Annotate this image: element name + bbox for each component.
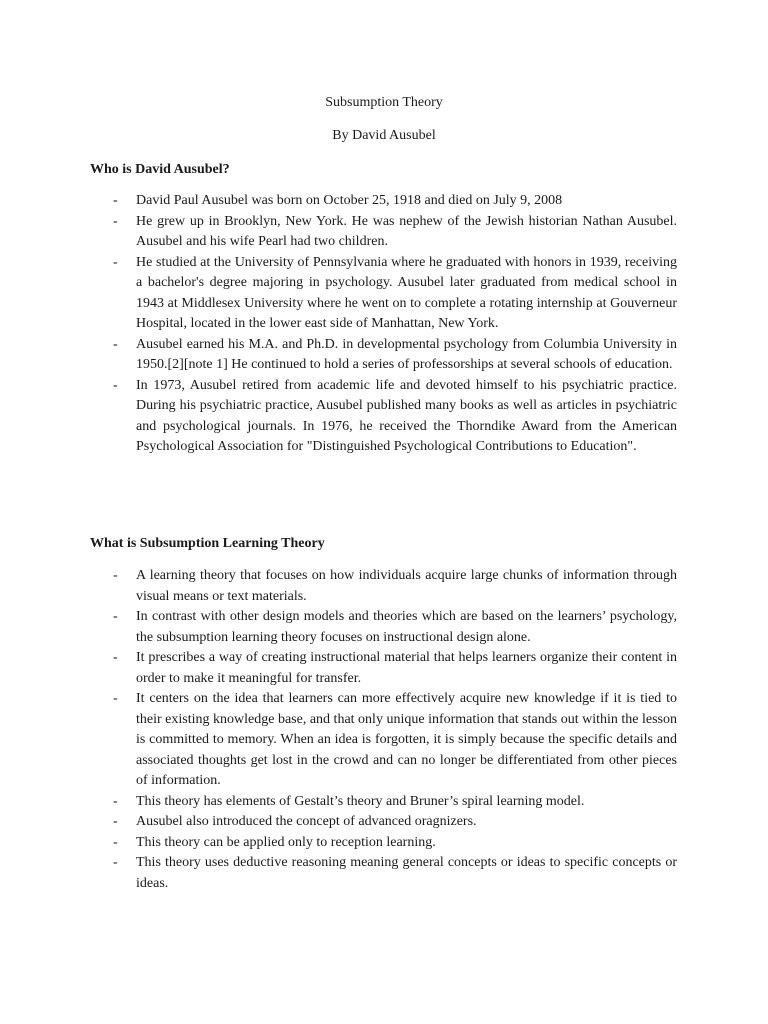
list-item-text: This theory has elements of Gestalt’s theory and Bruner’s spiral learning model. bbox=[136, 793, 585, 809]
bullet-dash: - bbox=[113, 650, 118, 665]
list-item bbox=[0, 376, 768, 458]
document-title: Subsumption Theory bbox=[325, 95, 443, 110]
bullet-dash: - bbox=[113, 193, 118, 208]
bullet-dash: - bbox=[113, 814, 118, 829]
list-item-text: It centers on the idea that learners can more effectively acquire new knowledge if it is tied to their existing knowledge base, and that only unique information that stands out within the lesson is committed to memory. When an idea is forgotten, it is simply because the specific details and associated thoughts get lost in the crowd and can no longer be differentiated from other pieces of information. bbox=[136, 691, 677, 788]
bullet-list-biography bbox=[0, 191, 768, 458]
bullet-dash: - bbox=[113, 254, 118, 270]
list-item-text: A learning theory that focuses on how individuals acquire large chunks of information through visual means or text materials. bbox=[136, 568, 677, 604]
list-item-text: David Paul Ausubel was born on October 25, 1918 and died on July 9, 2008 bbox=[136, 193, 563, 208]
list-item-text: This theory can be applied only to reception learning. bbox=[136, 834, 436, 850]
list-item bbox=[0, 253, 768, 335]
bullet-dash: - bbox=[113, 568, 118, 583]
list-item bbox=[0, 191, 768, 212]
list-item-text: Ausubel also introduced the concept of advanced oragnizers. bbox=[136, 814, 477, 829]
bullet-list-theory bbox=[0, 566, 768, 894]
list-item-text: In 1973, Ausubel retired from academic life and devoted himself to his psychiatric practice. During his psychiatric practice, Ausubel published many books as well as articles in psychiatric and psychological journals. In 1976, he received the Thorndike Award from the American Psychological Association for "Distinguished Psychological Contributions to Education". bbox=[136, 377, 677, 454]
list-item bbox=[0, 833, 768, 854]
bullet-dash: - bbox=[113, 336, 118, 352]
list-item bbox=[0, 566, 768, 607]
bullet-dash: - bbox=[113, 691, 118, 706]
list-item-text: Ausubel earned his M.A. and Ph.D. in developmental psychology from Columbia University in 1950.[2][note 1] He continued to hold a series of professorships at several schools of education. bbox=[136, 336, 677, 372]
list-item-text: He studied at the University of Pennsylvania where he graduated with honors in 1939, receiving a bachelor's degree majoring in psychology. Ausubel later graduated from medical school in 1943 at Middlesex University where he went on to complete a rotating internship at Gouverneur Hospital, located in the lower east side of Manhattan, New York. bbox=[136, 254, 677, 331]
list-item bbox=[0, 648, 768, 689]
list-item-text: It prescribes a way of creating instructional material that helps learners organize their content in order to make it meaningful for transfer. bbox=[136, 650, 677, 686]
list-item bbox=[0, 212, 768, 253]
bullet-dash: - bbox=[113, 834, 118, 850]
list-item bbox=[0, 812, 768, 833]
list-item bbox=[0, 607, 768, 648]
list-item bbox=[0, 853, 768, 894]
bullet-dash: - bbox=[113, 793, 118, 809]
section-heading-subsumption-learning-theory: What is Subsumption Learning Theory bbox=[90, 536, 325, 551]
bullet-dash: - bbox=[113, 377, 118, 393]
list-item-text: This theory uses deductive reasoning meaning general concepts or ideas to specific concepts or ideas. bbox=[136, 855, 677, 891]
bullet-dash: - bbox=[113, 855, 118, 870]
list-item bbox=[0, 689, 768, 792]
list-item-text: He grew up in Brooklyn, New York. He was nephew of the Jewish historian Nathan Ausubel. Ausubel and his wife Pearl had two children. bbox=[136, 213, 677, 249]
bullet-dash: - bbox=[113, 213, 118, 229]
bullet-dash: - bbox=[113, 609, 118, 624]
author-line: By David Ausubel bbox=[332, 128, 436, 143]
section-heading-who-is-ausubel: Who is David Ausubel? bbox=[90, 162, 230, 177]
list-item-text: In contrast with other design models and theories which are based on the learners’ psychology, the subsumption learning theory focuses on instructional design alone. bbox=[136, 609, 677, 645]
list-item bbox=[0, 792, 768, 813]
list-item bbox=[0, 335, 768, 376]
